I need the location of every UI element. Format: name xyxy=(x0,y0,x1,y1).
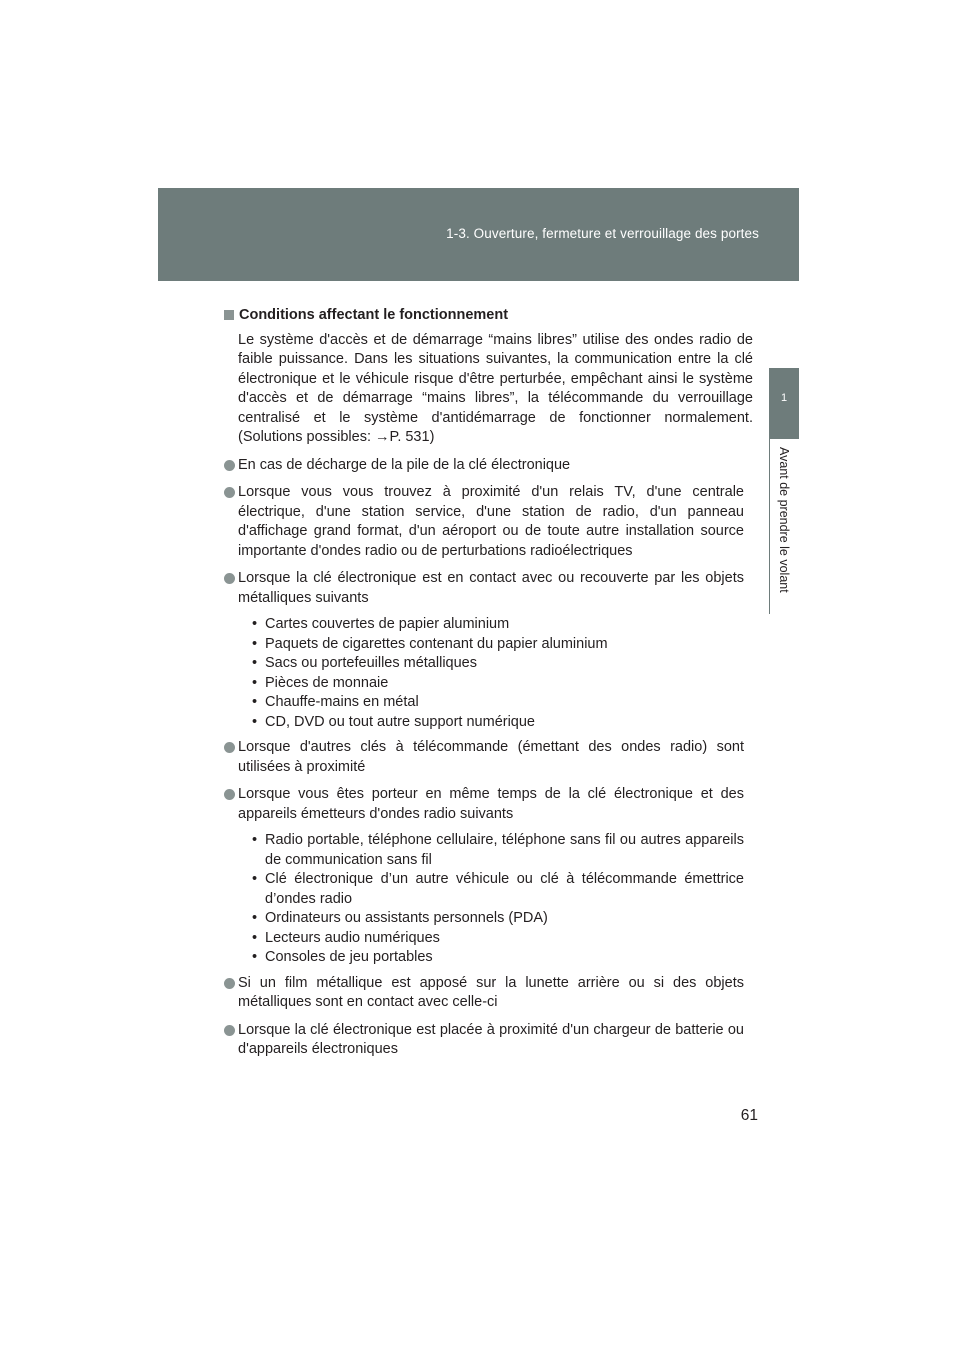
section-heading-text: Conditions affectant le fonctionnement xyxy=(239,307,509,323)
header-band xyxy=(158,188,799,281)
list-item xyxy=(223,456,744,476)
list-item-text: Lorsque vous vous trouvez à proximité d'un relais TV, d'une centrale électrique, d'une station service, d'une station de radio, d'un panneau d'affichage grand format, d'un aéroport ou de toute autre installation source importante d'ondes radio ou de perturbations radioélectriques xyxy=(238,484,744,559)
circle-bullet-icon xyxy=(224,978,235,989)
sub-list-item: • Radio portable, téléphone cellulaire, téléphone sans fil ou autres appareils de communication sans fil xyxy=(252,832,744,868)
list-item-text: Si un film métallique est apposé sur la lunette arrière ou si des objets métalliques sont en contact avec celle-ci xyxy=(238,974,744,1010)
chapter-number: 1 xyxy=(780,392,788,404)
sub-list-item: • Pièces de monnaie xyxy=(252,674,389,691)
list-item-text: Lorsque la clé électronique est en contact avec ou recouverte par les objets métalliques suivants xyxy=(238,570,744,606)
page-content xyxy=(223,306,753,1068)
sub-list-item-text: Radio portable, téléphone cellulaire, téléphone sans fil ou autres appareils de communication sans fil xyxy=(265,832,744,868)
list-item xyxy=(223,483,744,561)
list-item xyxy=(223,974,744,1013)
circle-bullet-icon xyxy=(224,460,235,471)
sub-list-item-text: Clé électronique d’un autre véhicule ou clé à télécommande émettrice d’ondes radio xyxy=(265,871,744,907)
sub-list-item-text: Lecteurs audio numériques xyxy=(265,929,440,946)
sub-list-item: • Paquets de cigarettes contenant du papier aluminium xyxy=(252,635,608,652)
sub-list-item: • Clé électronique d’un autre véhicule ou clé à télécommande émettrice d’ondes radio xyxy=(252,871,744,907)
circle-bullet-icon xyxy=(224,573,235,584)
sub-list-item-text: Cartes couvertes de papier aluminium xyxy=(265,616,510,632)
list-item-text: Lorsque vous êtes porteur en même temps de la clé électronique et des appareils émetteurs d'ondes radio suivants xyxy=(238,786,744,822)
circle-bullet-icon xyxy=(224,1025,235,1036)
sub-list-item-text: Sacs ou portefeuilles métalliques xyxy=(265,655,477,671)
sub-list-item-text: Paquets de cigarettes contenant du papier aluminium xyxy=(265,635,608,652)
list-item xyxy=(223,738,744,777)
list-item xyxy=(223,569,744,608)
sub-list-item-text: Pièces de monnaie xyxy=(265,674,389,691)
list-item-text: Lorsque la clé électronique est placée à proximité d'un chargeur de batterie ou d'appareils électroniques xyxy=(238,1021,744,1057)
page-number: 61 xyxy=(740,1107,758,1124)
sub-list-item: • CD, DVD ou tout autre support numérique xyxy=(252,713,535,730)
square-bullet-icon xyxy=(224,310,234,320)
section-title: 1-3. Ouverture, fermeture et verrouillage des portes xyxy=(446,226,759,241)
intro-paragraph: Le système d'accès et de démarrage “mains libres” utilise des ondes radio de faible puissance. Dans les situations suivantes, la communication entre la clé électronique et le véhicule risque d'être perturbée, empêchant ainsi le système d'accès et de démarrage “mains libres”, la télécommande du verrouillage centralisé et le système d'antidémarrage de fonctionner normalement. (Solutions possibles: →P. 531) xyxy=(238,331,753,445)
sub-list-item: • Cartes couvertes de papier aluminium xyxy=(252,616,510,632)
list-item xyxy=(223,1021,744,1060)
circle-bullet-icon xyxy=(224,487,235,498)
metal-objects-list xyxy=(252,615,744,732)
circle-bullet-icon xyxy=(224,742,235,753)
sub-list-item: • Lecteurs audio numériques xyxy=(252,929,440,946)
chapter-label: Avant de prendre le volant xyxy=(777,447,791,593)
sub-list-item: • Consoles de jeu portables xyxy=(252,949,433,965)
chapter-tab xyxy=(769,368,799,439)
list-item-text: En cas de décharge de la pile de la clé électronique xyxy=(238,456,571,473)
circle-bullet-icon xyxy=(224,789,235,800)
sub-list-item: • Chauffe-mains en métal xyxy=(252,694,419,710)
sub-list-item-text: CD, DVD ou tout autre support numérique xyxy=(265,713,535,730)
sub-list-item: • Ordinateurs ou assistants personnels (PDA) xyxy=(252,910,548,926)
sub-list-item-text: Consoles de jeu portables xyxy=(265,949,433,965)
sub-list-item-text: Ordinateurs ou assistants personnels (PDA) xyxy=(265,910,548,926)
radio-devices-list xyxy=(252,831,744,968)
section-heading xyxy=(223,306,744,326)
sub-list-item-text: Chauffe-mains en métal xyxy=(265,694,419,710)
sub-list-item: • Sacs ou portefeuilles métalliques xyxy=(252,655,477,671)
list-item xyxy=(223,785,744,824)
list-item-text: Lorsque d'autres clés à télécommande (émettant des ondes radio) sont utilisées à proximité xyxy=(238,739,744,775)
